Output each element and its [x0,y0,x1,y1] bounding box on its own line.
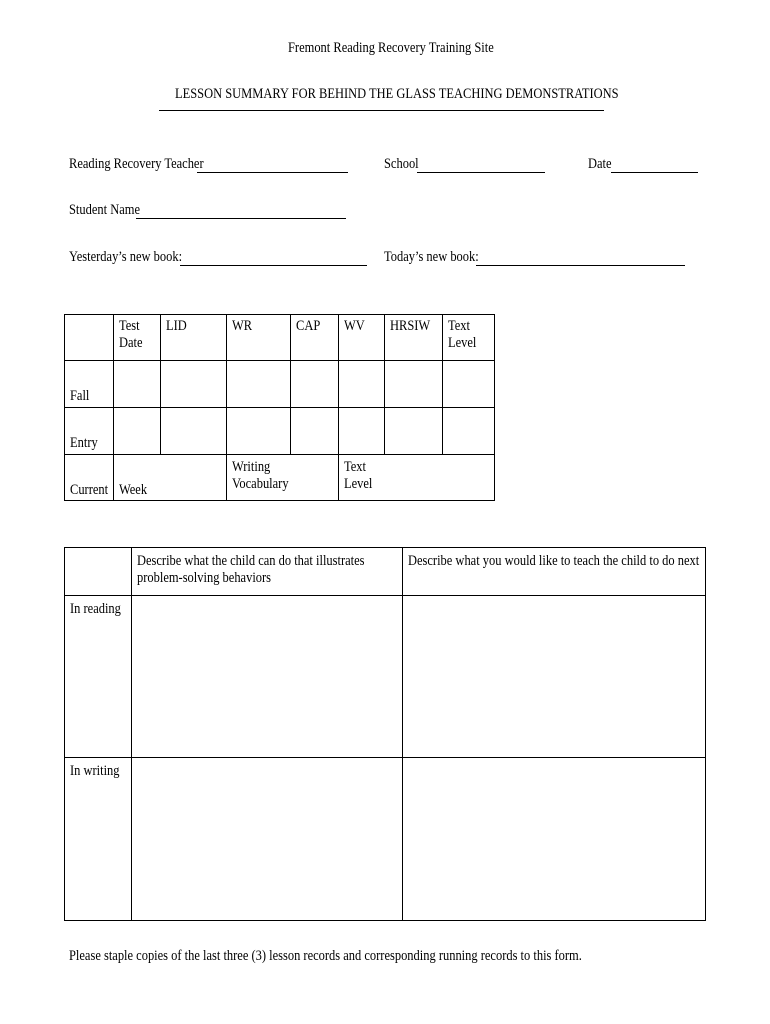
text-level-label: Text Level [344,459,373,492]
col-cap: CAP [296,318,321,334]
footer-note: Please staple copies of the last three (3) lesson records and corresponding running records to this form. [69,948,582,964]
form-title: LESSON SUMMARY FOR BEHIND THE GLASS TEACHING DEMONSTRATIONS [175,86,619,102]
col-wv: WV [344,318,365,334]
yesterday-book-label: Yesterday’s new book: [69,249,183,265]
col-test-date: Test Date [119,318,143,351]
row-in-writing: In writing [70,763,120,779]
reading-strengths-cell[interactable] [132,596,402,757]
writing-vocabulary-label: Writing Vocabulary [232,459,289,492]
row-current: Current [70,482,109,498]
today-book-label: Today’s new book: [384,249,479,265]
yesterday-book-field[interactable] [180,265,367,266]
school-field[interactable] [417,172,545,173]
week-label: Week [119,482,148,498]
strengths-header: Describe what the child can do that illustrates problem-solving behaviors [137,553,365,586]
teacher-field[interactable] [197,172,348,173]
col-text-level: Text Level [448,318,477,351]
writing-next-cell[interactable] [403,758,705,920]
next-steps-header: Describe what you would like to teach the child to do next [408,553,700,569]
student-label: Student Name [69,202,141,218]
col-hrsiw: HRSIW [390,318,431,334]
student-field[interactable] [136,218,346,219]
row-fall: Fall [70,388,90,404]
title-underline [159,110,604,111]
date-label: Date [588,156,612,172]
row-in-reading: In reading [70,601,121,617]
col-lid: LID [166,318,187,334]
writing-strengths-cell[interactable] [132,758,402,920]
today-book-field[interactable] [476,265,685,266]
row-entry: Entry [70,435,98,451]
reading-next-cell[interactable] [403,596,705,757]
col-wr: WR [232,318,253,334]
teacher-label: Reading Recovery Teacher [69,156,204,172]
date-field[interactable] [611,172,698,173]
school-label: School [384,156,419,172]
site-title: Fremont Reading Recovery Training Site [288,40,494,56]
